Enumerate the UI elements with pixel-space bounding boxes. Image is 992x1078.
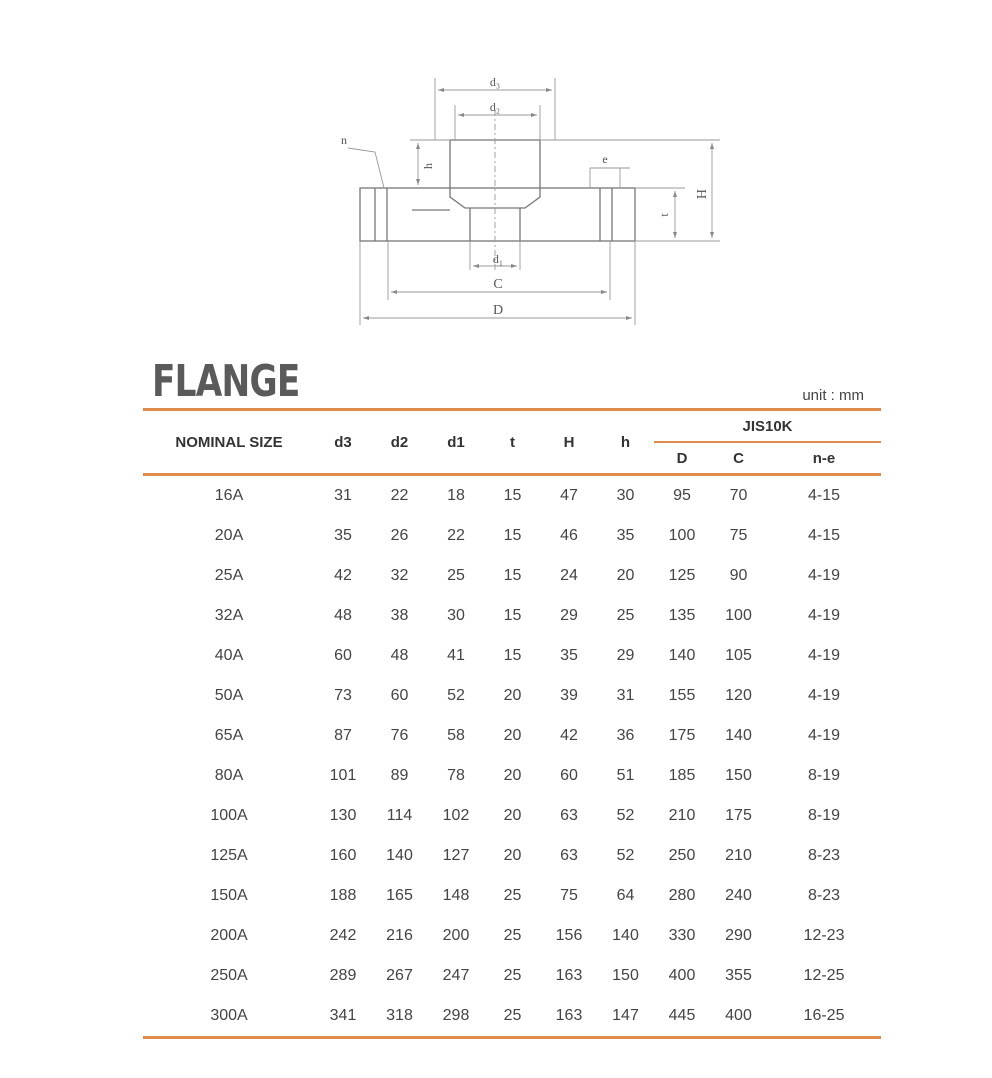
- cell-d1: 102: [442, 807, 470, 824]
- header-d1: d1: [428, 410, 484, 475]
- table-body: [143, 475, 881, 1038]
- table-row: [143, 876, 881, 916]
- cell-H: 63: [560, 847, 578, 864]
- cell-t: 20: [503, 807, 522, 824]
- cell-nominal-size: 100A: [210, 807, 248, 824]
- cell-D: 330: [668, 927, 696, 944]
- cell-nominal-size: 32A: [214, 607, 244, 624]
- cell-H: 60: [560, 767, 578, 784]
- cell-t: 15: [503, 607, 522, 624]
- header-t: t: [484, 410, 541, 475]
- cell-ne: 4-19: [808, 567, 841, 584]
- cell-nominal-size: 300A: [143, 996, 315, 1038]
- cell-d2: 216: [386, 927, 413, 944]
- cell-ne: 4-19: [808, 647, 841, 664]
- table-row: [143, 996, 881, 1038]
- table-row: [143, 596, 881, 636]
- cell-d2: 89: [390, 767, 409, 784]
- cell-ne: 12-23: [803, 927, 845, 944]
- cell-h: 147: [597, 996, 654, 1038]
- cell-d1: 127: [442, 847, 470, 864]
- label-C: C: [493, 277, 503, 292]
- cell-d3: 341: [315, 996, 371, 1038]
- cell-d2: 32: [390, 567, 409, 584]
- cell-H: 24: [560, 567, 578, 584]
- flange-plate: [360, 188, 635, 241]
- cell-t: 20: [503, 687, 522, 704]
- cell-H: 163: [541, 996, 597, 1038]
- cell-D: 135: [668, 607, 696, 624]
- table-row: [143, 756, 881, 796]
- cell-h: 64: [616, 887, 635, 904]
- cell-d3: 188: [329, 887, 357, 904]
- cell-nominal-size: 65A: [214, 727, 244, 744]
- cell-D: 95: [673, 487, 691, 504]
- header-D: D: [654, 442, 710, 475]
- cell-h: 30: [616, 487, 635, 504]
- cell-d2: 60: [390, 687, 409, 704]
- cell-t: 15: [503, 527, 522, 544]
- cell-d3: 42: [334, 567, 352, 584]
- cell-D: 400: [668, 967, 696, 984]
- cell-t: 25: [503, 927, 522, 944]
- cell-C: 210: [725, 847, 752, 864]
- cell-t: 25: [484, 996, 541, 1038]
- table-row: [143, 516, 881, 556]
- cell-d2: 114: [386, 807, 413, 824]
- cell-ne: 4-19: [808, 727, 841, 744]
- cell-d1: 298: [428, 996, 484, 1038]
- cell-C: 150: [725, 767, 752, 784]
- cell-ne: 8-19: [808, 807, 841, 824]
- cell-t: 15: [503, 487, 522, 504]
- cell-nominal-size: 25A: [214, 567, 244, 584]
- page-title: FLANGE: [152, 356, 300, 407]
- header-nominal-size: NOMINAL SIZE: [143, 410, 315, 475]
- table-row: [143, 636, 881, 676]
- cell-H: 156: [555, 927, 583, 944]
- cell-nominal-size: 80A: [214, 767, 244, 784]
- cell-H: 29: [560, 607, 578, 624]
- cell-H: 39: [560, 687, 578, 704]
- cell-d2: 38: [390, 607, 409, 624]
- header-group-jis10k: JIS10K: [654, 410, 881, 443]
- table-row: [143, 676, 881, 716]
- cell-ne: 8-23: [808, 847, 841, 864]
- cell-ne: 8-23: [808, 887, 841, 904]
- cell-D: 100: [668, 527, 696, 544]
- cell-D: 155: [668, 687, 696, 704]
- cell-H: 163: [555, 967, 583, 984]
- label-e: e: [602, 152, 608, 166]
- cell-nominal-size: 150A: [210, 887, 248, 904]
- spec-table-container: [143, 408, 881, 1039]
- cell-d1: 52: [447, 687, 465, 704]
- cell-d2: 267: [386, 967, 413, 984]
- cell-t: 15: [503, 647, 522, 664]
- cell-D: 250: [668, 847, 696, 864]
- cell-h: 36: [616, 727, 635, 744]
- cell-nominal-size: 20A: [214, 527, 244, 544]
- cell-H: 46: [560, 527, 578, 544]
- cell-nominal-size: 16A: [214, 487, 244, 504]
- table-row: [143, 956, 881, 996]
- cell-D: 140: [668, 647, 696, 664]
- cell-C: 140: [725, 727, 752, 744]
- cell-C: 240: [725, 887, 752, 904]
- cell-C: 105: [725, 647, 752, 664]
- cell-h: 29: [616, 647, 635, 664]
- cell-t: 20: [503, 847, 522, 864]
- table-row: [143, 716, 881, 756]
- cell-C: 290: [725, 927, 752, 944]
- unit-label: unit : mm: [802, 387, 864, 404]
- cell-h: 51: [616, 767, 635, 784]
- cell-nominal-size: 50A: [214, 687, 244, 704]
- cell-C: 400: [710, 996, 767, 1038]
- cell-d2: 318: [371, 996, 428, 1038]
- cell-d1: 22: [447, 527, 465, 544]
- table-row: [143, 796, 881, 836]
- cell-nominal-size: 200A: [210, 927, 248, 944]
- cell-d2: 26: [390, 527, 409, 544]
- cell-d3: 35: [334, 527, 352, 544]
- table-header: [143, 410, 881, 475]
- label-d3: d₃: [489, 75, 501, 89]
- header-d2: d2: [371, 410, 428, 475]
- header-C: C: [710, 442, 767, 475]
- cell-d1: 148: [442, 887, 470, 904]
- cell-h: 20: [616, 567, 635, 584]
- table-row: [143, 916, 881, 956]
- cell-t: 15: [503, 567, 522, 584]
- cell-nominal-size: 40A: [214, 647, 244, 664]
- label-d1: d₁: [492, 252, 504, 266]
- cell-d2: 140: [386, 847, 413, 864]
- cell-h: 31: [616, 687, 635, 704]
- cell-D: 280: [668, 887, 696, 904]
- cell-t: 25: [503, 967, 522, 984]
- cell-d1: 200: [442, 927, 470, 944]
- cell-D: 175: [668, 727, 696, 744]
- cell-d1: 41: [447, 647, 465, 664]
- cell-d3: 31: [334, 487, 352, 504]
- label-h: h: [421, 163, 435, 169]
- spec-table: [143, 408, 881, 1039]
- cell-d3: 130: [329, 807, 357, 824]
- cell-d2: 165: [386, 887, 413, 904]
- cell-d3: 48: [334, 607, 352, 624]
- cell-d3: 242: [329, 927, 357, 944]
- cell-d2: 22: [390, 487, 409, 504]
- cell-t: 20: [503, 767, 522, 784]
- cell-t: 25: [503, 887, 522, 904]
- cell-C: 175: [725, 807, 752, 824]
- header-h: h: [597, 410, 654, 475]
- cell-nominal-size: 125A: [210, 847, 248, 864]
- cell-C: 90: [729, 567, 748, 584]
- cell-t: 20: [503, 727, 522, 744]
- cell-h: 35: [616, 527, 635, 544]
- header-H: H: [541, 410, 597, 475]
- cell-h: 52: [616, 807, 635, 824]
- cell-D: 445: [654, 996, 710, 1038]
- cell-D: 185: [668, 767, 696, 784]
- cell-H: 47: [560, 487, 578, 504]
- cell-C: 120: [725, 687, 752, 704]
- cell-d3: 101: [329, 767, 357, 784]
- cell-H: 63: [560, 807, 578, 824]
- cell-ne: 12-25: [803, 967, 845, 984]
- cell-D: 210: [668, 807, 696, 824]
- flange-diagram: [320, 70, 730, 335]
- cell-d1: 25: [447, 567, 465, 584]
- cell-d1: 18: [447, 487, 465, 504]
- cell-ne: 16-25: [767, 996, 881, 1038]
- cell-d1: 247: [442, 967, 470, 984]
- cell-H: 35: [560, 647, 578, 664]
- cell-H: 75: [560, 887, 578, 904]
- table-row: [143, 556, 881, 596]
- cell-C: 100: [725, 607, 752, 624]
- cell-ne: 4-15: [808, 527, 841, 544]
- table-row: [143, 836, 881, 876]
- cell-C: 75: [729, 527, 748, 544]
- cell-ne: 4-19: [808, 607, 841, 624]
- cell-d1: 78: [447, 767, 465, 784]
- label-t: t: [657, 213, 671, 217]
- cell-d1: 58: [447, 727, 465, 744]
- label-n: n: [341, 133, 347, 147]
- cell-d2: 48: [390, 647, 409, 664]
- cell-d2: 76: [390, 727, 409, 744]
- cell-D: 125: [668, 567, 696, 584]
- cell-nominal-size: 250A: [210, 967, 248, 984]
- label-H: H: [695, 188, 710, 200]
- cell-d3: 87: [334, 727, 352, 744]
- cell-ne: 4-19: [808, 687, 841, 704]
- cell-H: 42: [560, 727, 578, 744]
- cell-ne: 4-15: [808, 487, 841, 504]
- cell-h: 52: [616, 847, 635, 864]
- cell-d3: 160: [329, 847, 357, 864]
- cell-ne: 8-19: [808, 767, 841, 784]
- cell-d3: 73: [334, 687, 352, 704]
- header-d3: d3: [315, 410, 371, 475]
- cell-d1: 30: [447, 607, 465, 624]
- cell-C: 70: [729, 487, 748, 504]
- label-D: D: [492, 303, 504, 318]
- cell-h: 140: [612, 927, 639, 944]
- label-d2: d₂: [489, 100, 501, 114]
- table-row: [143, 475, 881, 517]
- cell-h: 150: [612, 967, 639, 984]
- cell-h: 25: [616, 607, 635, 624]
- cell-C: 355: [725, 967, 752, 984]
- cell-d3: 289: [329, 967, 357, 984]
- cell-d3: 60: [334, 647, 352, 664]
- header-ne: n-e: [767, 442, 881, 475]
